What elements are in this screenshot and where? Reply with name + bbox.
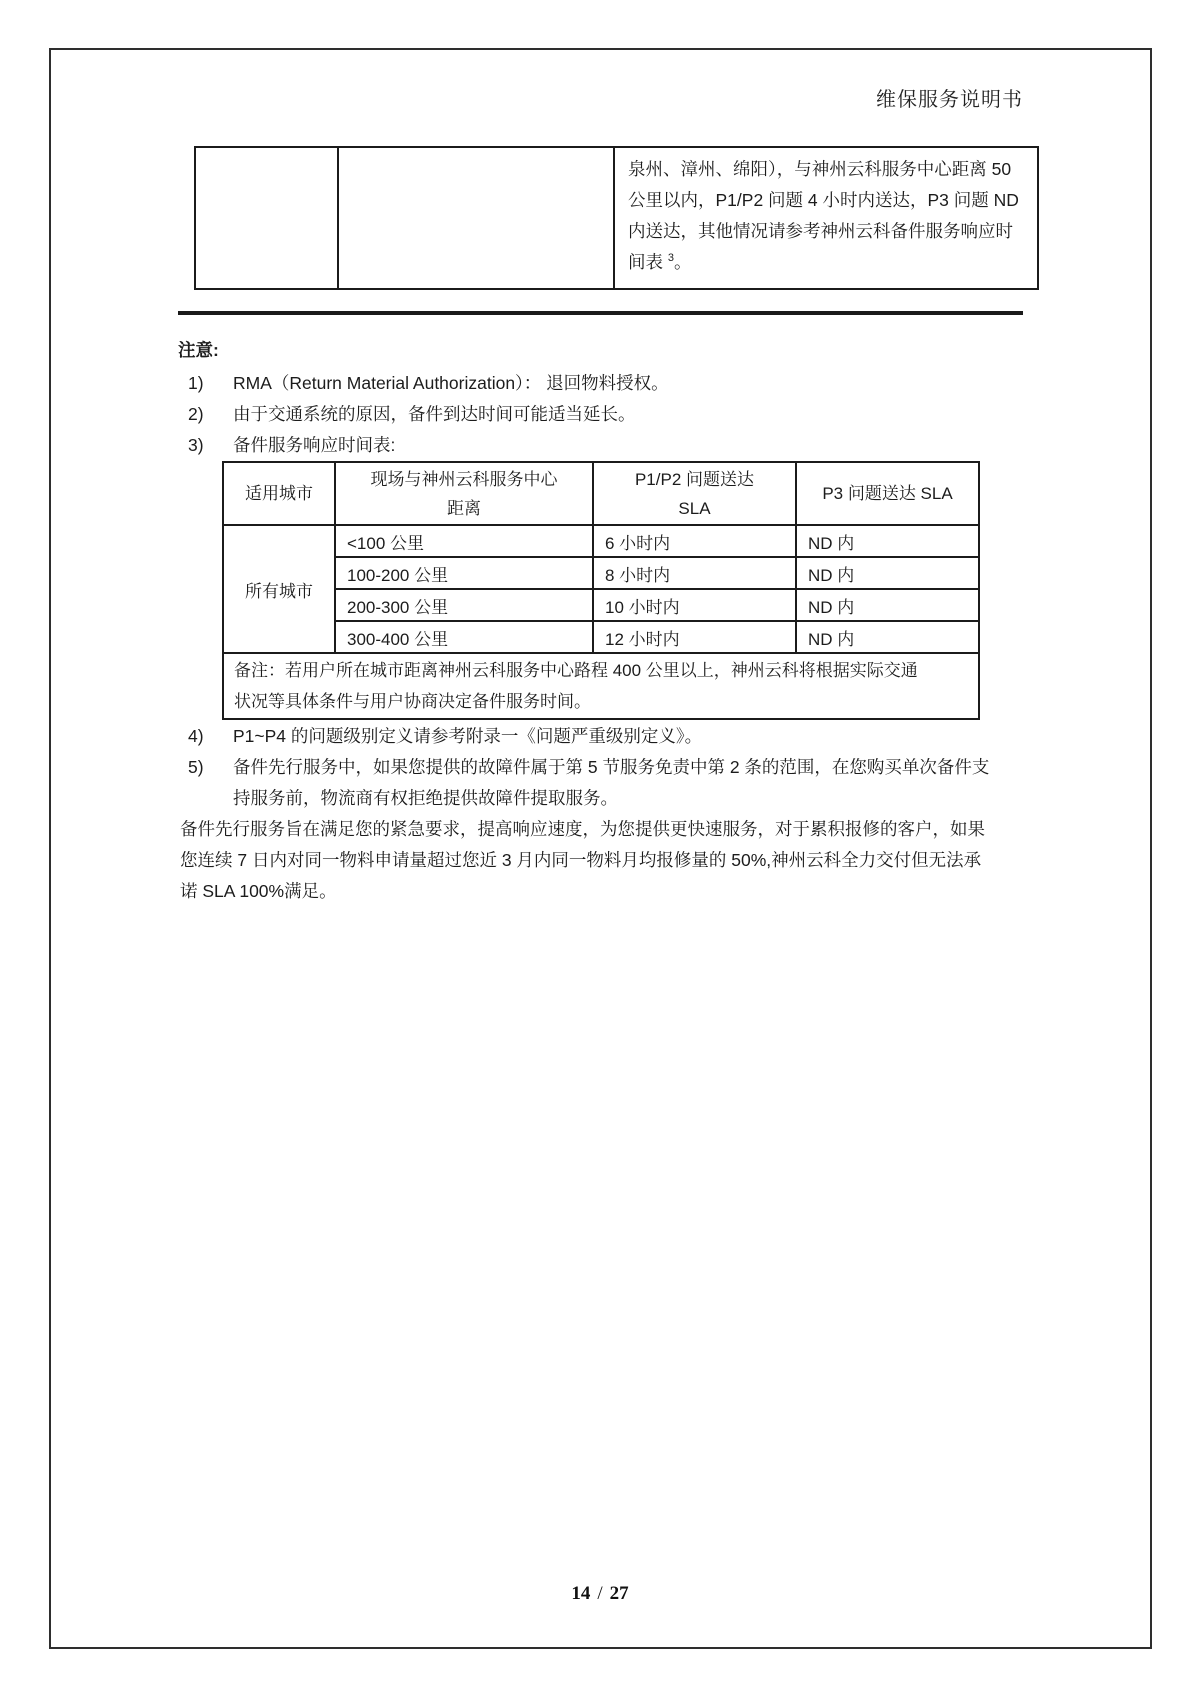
- paragraph-line: 备件先行服务旨在满足您的紧急要求，提高响应速度，为您提供更快速服务，对于累积报修的客户，如果: [180, 819, 985, 839]
- city-cell: 所有城市: [223, 525, 335, 653]
- notes-list: [188, 368, 669, 461]
- total-page-count: 27: [609, 1583, 629, 1604]
- table-header-row: [223, 462, 979, 525]
- footnote-reference-3: 3: [667, 252, 674, 265]
- p12-cell: 12 小时内: [593, 621, 796, 653]
- header-line: SLA: [678, 498, 711, 518]
- note-item-2: [188, 399, 669, 430]
- p3-cell: ND 内: [796, 557, 979, 589]
- cell-text-fragment: 间表: [628, 252, 668, 272]
- p3-cell: ND 内: [796, 621, 979, 653]
- page-number: [0, 1583, 1200, 1605]
- remark-line: 状况等具体条件与用户协商决定备件服务时间。: [234, 692, 591, 711]
- p12-cell: 8 小时内: [593, 557, 796, 589]
- note-number: 3): [188, 435, 204, 455]
- empty-cell-2: [338, 147, 614, 289]
- header-p3-sla: P3 问题送达 SLA: [796, 462, 979, 525]
- table-row: [223, 621, 979, 653]
- page-number-separator: /: [597, 1583, 603, 1604]
- distance-cell: <100 公里: [335, 525, 593, 557]
- distance-cell: 100-200 公里: [335, 557, 593, 589]
- section-divider-rule: [178, 311, 1023, 315]
- note-number: 2): [188, 404, 204, 424]
- p3-cell: ND 内: [796, 525, 979, 557]
- table-row: [223, 589, 979, 621]
- table-row: [195, 147, 1038, 289]
- note-text: P1~P4 的问题级别定义请参考附录一《问题严重级别定义》。: [233, 726, 703, 746]
- running-header-title: 维保服务说明书: [876, 89, 1023, 111]
- table-row: [223, 557, 979, 589]
- paragraph-line: 诺 SLA 100%满足。: [180, 881, 337, 901]
- cell-text-line: 泉州、漳州、绵阳），与神州云科服务中心距离 50: [628, 159, 1012, 179]
- continuation-table: [194, 146, 1039, 290]
- note-item-4: [188, 721, 702, 752]
- note-text-line: 备件先行服务中，如果您提供的故障件属于第 5 节服务免责中第 2 条的范围，在您购买单次备件支: [233, 757, 990, 777]
- note-item-1: [188, 368, 669, 399]
- cell-text-fragment: 。: [674, 252, 692, 272]
- closing-paragraph: [180, 814, 985, 907]
- header-line: P1/P2 问题送达: [634, 469, 755, 489]
- note-number: 5): [188, 757, 204, 777]
- note-number: 1): [188, 373, 204, 393]
- cell-text-line: 内送达，其他情况请参考神州云科备件服务响应时: [628, 221, 1013, 241]
- remark-row: [223, 653, 979, 719]
- note-item-5: [188, 752, 989, 814]
- p3-cell: ND 内: [796, 589, 979, 621]
- cell-text-line: 公里以内，P1/P2 问题 4 小时内送达，P3 问题 ND: [628, 190, 1019, 210]
- paragraph-line: 您连续 7 日内对同一物料申请量超过您近 3 月内同一物料月均报修量的 50%,神州云科全力交付但无法承: [180, 850, 982, 870]
- header-line: 现场与神州云科服务中心: [370, 469, 558, 489]
- note-text: 备件服务响应时间表:: [233, 435, 396, 455]
- current-page-number: 14: [571, 1583, 591, 1604]
- header-distance: [335, 462, 593, 525]
- notes-heading: 注意:: [178, 340, 219, 360]
- spare-parts-delivery-cell: [614, 147, 1038, 289]
- header-p12-sla: [593, 462, 796, 525]
- empty-cell-1: [195, 147, 338, 289]
- note-item-3: [188, 430, 669, 461]
- distance-cell: 200-300 公里: [335, 589, 593, 621]
- note-number: 4): [188, 726, 204, 746]
- remark-line: 备注：若用户所在城市距离神州云科服务中心路程 400 公里以上，神州云科将根据实际交通: [234, 661, 918, 680]
- note-text: RMA（Return Material Authorization）： 退回物料授权。: [233, 373, 669, 393]
- remark-cell: [223, 653, 979, 719]
- p12-cell: 6 小时内: [593, 525, 796, 557]
- header-line: 距离: [447, 498, 481, 518]
- note-text: 由于交通系统的原因，备件到达时间可能适当延长。: [233, 404, 636, 424]
- note-text-line: 持服务前，物流商有权拒绝提供故障件提取服务。: [233, 788, 618, 808]
- cell-text-line: [628, 247, 1025, 278]
- note-text: [233, 752, 989, 814]
- p12-cell: 10 小时内: [593, 589, 796, 621]
- table-row: [223, 525, 979, 557]
- distance-cell: 300-400 公里: [335, 621, 593, 653]
- header-applicable-city: 适用城市: [223, 462, 335, 525]
- sla-response-time-table: [222, 461, 980, 720]
